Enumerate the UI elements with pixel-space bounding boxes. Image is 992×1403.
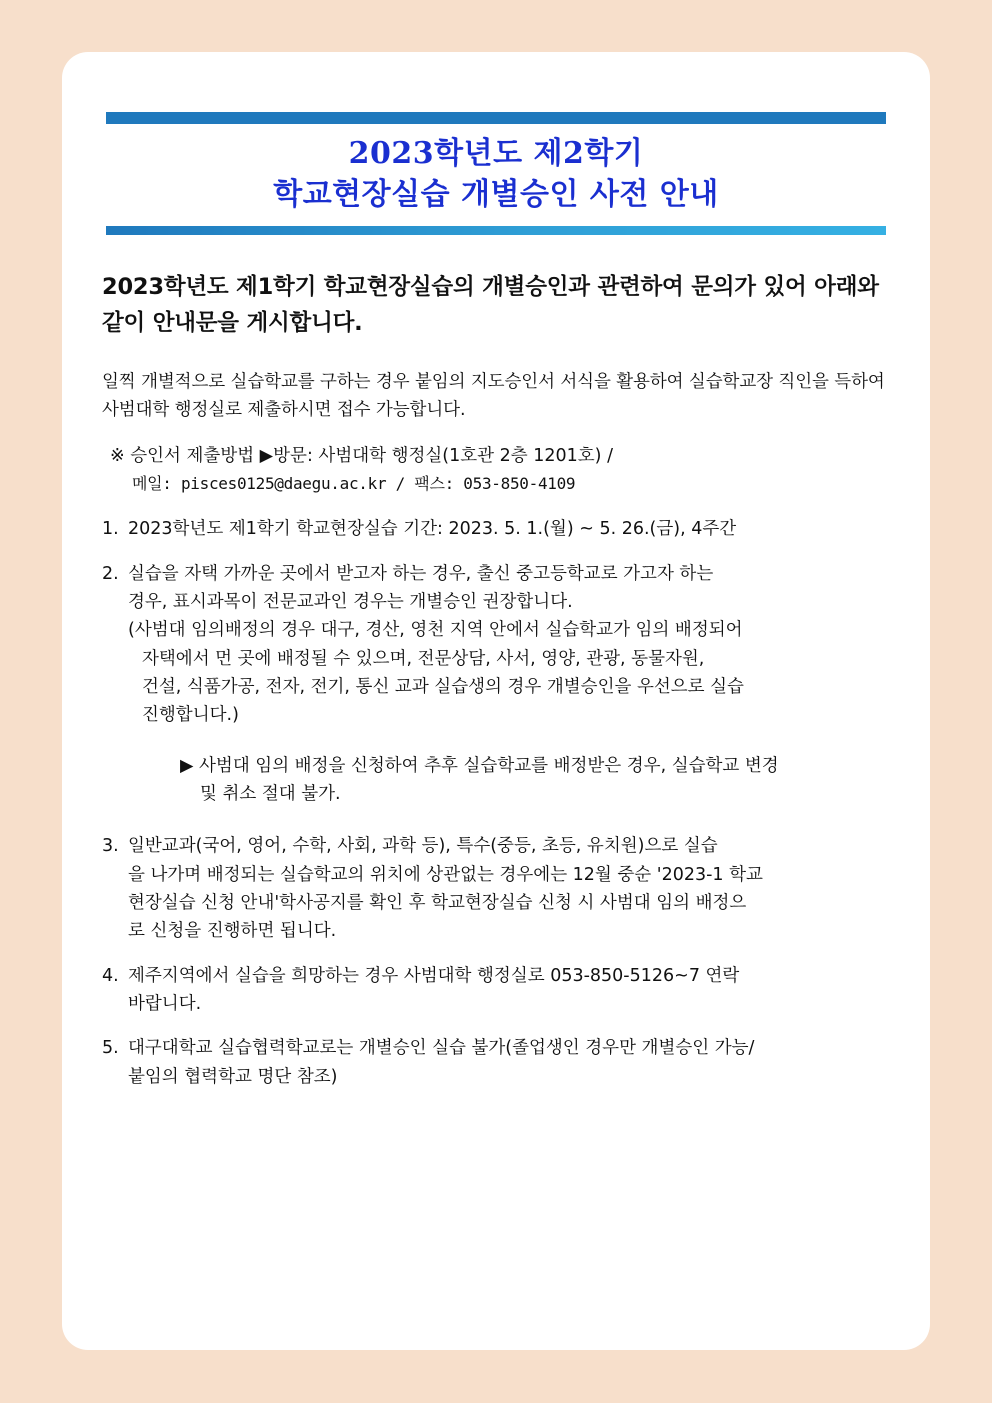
list-item	[102, 832, 894, 945]
item-line: 붙임의 협력학교 명단 참조)	[128, 1066, 338, 1087]
item-line: 실습을 자택 가까운 곳에서 받고자 하는 경우, 출신 중고등학교로 가고자 하는	[128, 563, 714, 584]
list-item	[102, 1034, 894, 1091]
arrow-note-line-2: 및 취소 절대 불가.	[200, 784, 341, 805]
item-line: 진행합니다.)	[142, 705, 239, 726]
item-line: (사범대 임의배정의 경우 대구, 경산, 영천 지역 안에서 실습학교가 임의 배정되어	[128, 620, 743, 641]
lead-paragraph: 2023학년도 제1학기 학교현장실습의 개별승인과 관련하여 문의가 있어 아래와 같이 안내문을 게시합니다.	[102, 273, 879, 337]
document-content	[94, 112, 898, 1107]
arrow-note	[102, 752, 894, 809]
item-text	[128, 560, 894, 730]
item-number: 4.	[102, 965, 119, 986]
item-line: 일반교과(국어, 영어, 수학, 사회, 과학 등), 특수(중등, 초등, 유치원)으로 실습	[128, 836, 718, 857]
item-text	[128, 962, 894, 1019]
item-text	[128, 832, 894, 945]
document-page	[62, 52, 930, 1350]
title-line-2: 학교현장실습 개별승인 사전 안내	[273, 177, 719, 213]
submission-note-line-2: 메일: pisces0125@daegu.ac.kr / 팩스: 053-850-4109	[132, 474, 576, 494]
item-number: 1.	[102, 519, 119, 540]
item-line: 현장실습 신청 안내'학사공지를 확인 후 학교현장실습 신청 시 사범대 임의 배정으	[128, 893, 747, 914]
body-wrapper	[94, 269, 898, 1091]
item-line: 로 신청을 진행하면 됩니다.	[128, 921, 337, 942]
list-item	[102, 515, 894, 543]
title-line-1: 2023학년도 제2학기	[348, 136, 644, 171]
item-text	[128, 515, 894, 543]
item-line: 대구대학교 실습협력학교로는 개별승인 실습 불가(졸업생인 경우만 개별승인 가능/	[128, 1038, 755, 1059]
arrow-note-line-1: ▶ 사범대 임의 배정을 신청하여 추후 실습학교를 배정받은 경우, 실습학교 변경	[180, 755, 779, 776]
item-number: 2.	[102, 563, 119, 584]
item-line: 을 나가며 배정되는 실습학교의 위치에 상관없는 경우에는 12월 중순 '2023-1 학교	[128, 864, 763, 885]
item-line: 2023학년도 제1학기 학교현장실습 기간: 2023. 5. 1.(월) ~ 5. 26.(금), 4주간	[128, 519, 737, 540]
title-rule-top	[106, 112, 886, 124]
item-number: 5.	[102, 1038, 119, 1059]
list-item	[102, 962, 894, 1019]
submission-note-line-1: ※ 승인서 제출방법 ▶방문: 사범대학 행정실(1호관 2층 1201호) /	[110, 446, 613, 467]
list-item	[102, 560, 894, 730]
item-text	[128, 1034, 894, 1091]
title-rule-bottom	[106, 226, 886, 235]
item-number: 3.	[102, 836, 119, 857]
item-line: 제주지역에서 실습을 희망하는 경우 사범대학 행정실로 053-850-5126~7 연락	[128, 965, 740, 986]
intro-paragraph: 일찍 개별적으로 실습학교를 구하는 경우 붙임의 지도승인서 서식을 활용하여 실습학교장 직인을 득하여 사범대학 행정실로 제출하시면 접수 가능합니다.	[102, 371, 885, 420]
item-line: 건설, 식품가공, 전자, 전기, 통신 교과 실습생의 경우 개별승인을 우선으로 실습	[142, 676, 744, 697]
submission-note	[110, 442, 894, 497]
item-line: 자택에서 먼 곳에 배정될 수 있으며, 전문상담, 사서, 영양, 관광, 동물자원,	[142, 648, 705, 669]
item-line: 경우, 표시과목이 전문교과인 경우는 개별승인 권장합니다.	[128, 591, 573, 612]
page-title	[106, 124, 886, 222]
title-block	[106, 112, 886, 235]
item-line: 바랍니다.	[128, 994, 202, 1015]
